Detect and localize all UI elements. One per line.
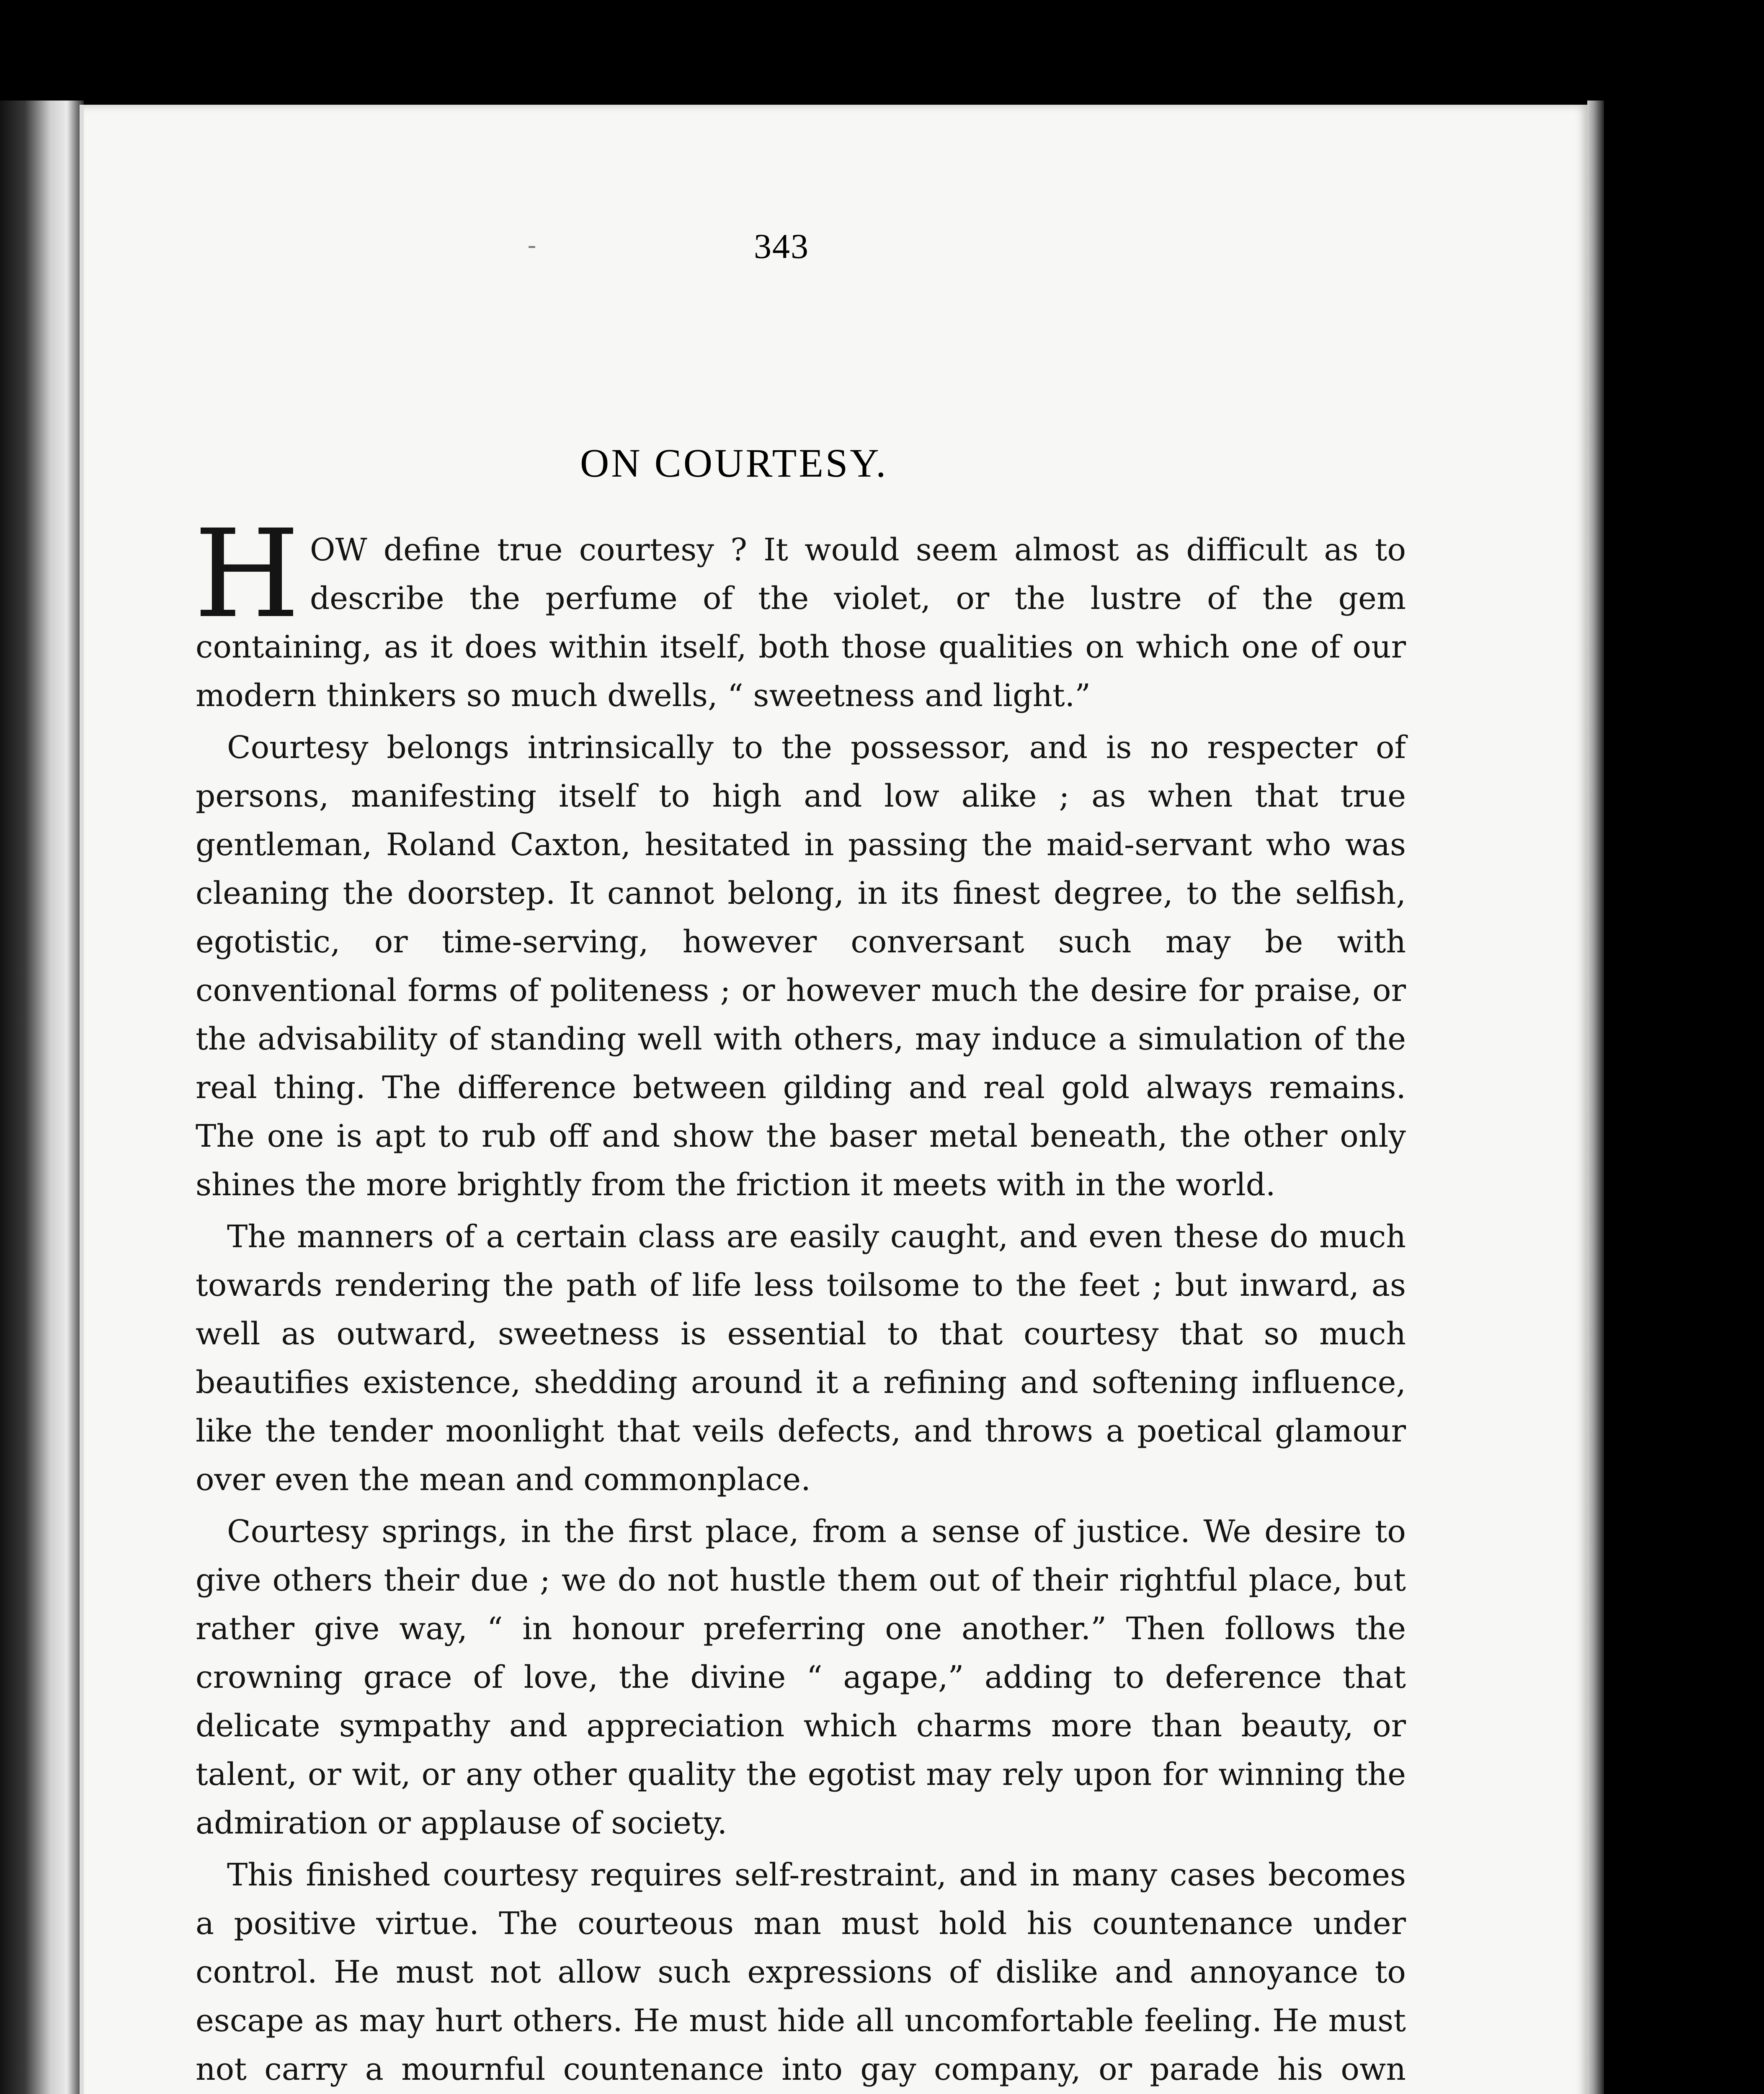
article-body [194,504,1406,2094]
paragraph-3: The manners of a certain class are easily caught, and even these do much towards rendering the path of life less toilsome to the feet ; but inward, as well as outward, sweetness is essential to that courtesy that so much beautifies existence, shedding around it a refining and softening influence, like the tender moonlight that veils defects, and throws a poetical glamour over even the mean and commonplace. [196,1219,1406,1498]
paragraph-5: This finished courtesy requires self-restraint, and in many cases becomes a positive virtue. The courteous man must hold his countenance under control. He must not allow such expressions of dislike and annoyance to escape as may hurt others. He must hide all uncomfortable feeling. He must not carry a mournful countenance into gay company, or parade his own [196,1857,1406,2087]
paragraph-1-text: OW define true courtesy ? It would seem almost as difficult as to describe the perfume of the violet, or the lustre of the gem containing, as it does within itself, both those qualities on which one of our modern thinkers so much dwells, “ sweetness and light.” [196,532,1406,714]
book-page [80,105,1591,2094]
page-mark: - [528,231,536,258]
article-title: ON COURTESY. [580,441,888,485]
previous-page-edge [0,101,84,2094]
paragraph-4: Courtesy springs, in the first place, from a sense of justice. We desire to give others their due ; we do not hustle them out of their rightful place, but rather give way, “ in honour preferring one another.” Then follows the crowning grace of love, the divine “ agape,” adding to deference that delicate sympathy and appreciation which charms more than beauty, or talent, or wit, or any other quality the egotist may rely upon for winning the admiration or applause of society. [196,1514,1406,1841]
page-right-edge [1587,101,1604,2094]
page-number: 343 [754,227,809,266]
paragraph-1 [194,504,1406,720]
paragraph-2: Courtesy belongs intrinsically to the possessor, and is no respecter of persons, manifesting itself to high and low alike ; as when that true gentleman, Roland Caxton, hesitated in passing the maid-servant who was cleaning the doorstep. It cannot belong, in its finest degree, to the selfish, egotistic, or time-serving, however conversant such may be with conventional forms of politeness ; or however much the desire for praise, or the advisability of standing well with others, may induce a simulation of the real thing. The difference between gilding and real gold always remains. The one is apt to rub off and show the baser metal beneath, the other only shines the more brightly from the friction it meets with in the world. [196,730,1406,1203]
drop-cap: H [194,504,300,645]
